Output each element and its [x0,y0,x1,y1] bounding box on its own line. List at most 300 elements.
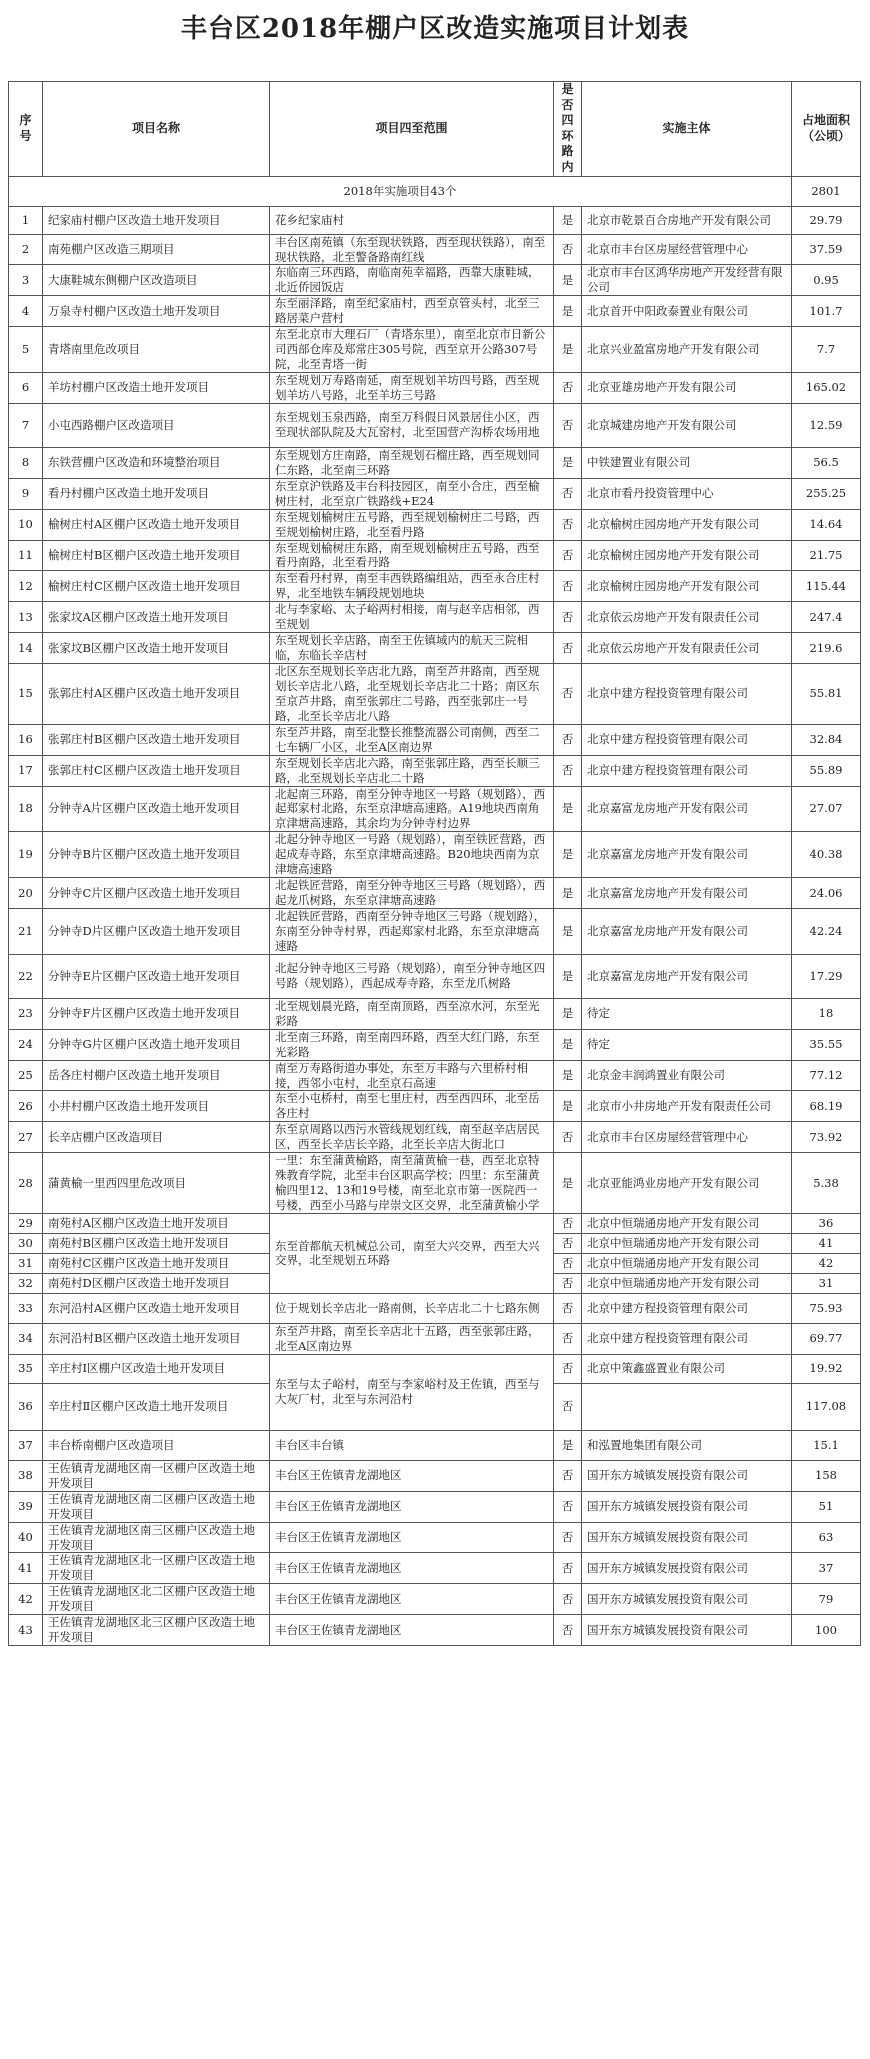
project-range: 丰台区丰台镇 [270,1430,554,1460]
area-hectares: 12.59 [792,403,861,447]
project-range: 丰台区王佐镇青龙湖地区 [270,1491,554,1522]
within-ring-flag: 否 [554,1293,582,1323]
project-range: 北与李家峪、太子峪两村相接，南与赵辛店相邻，西至规划 [270,602,554,633]
row-number: 13 [9,602,43,633]
project-range: 北起分钟寺地区三号路（规划路），南至分钟寺地区四号路（规划路），西起成寿寺路，东至龙爪树路 [270,954,554,998]
project-name: 张郭庄村C区棚户区改造土地开发项目 [43,755,270,786]
row-number: 39 [9,1491,43,1522]
area-hectares: 35.55 [792,1029,861,1060]
project-name: 看丹村棚户区改造土地开发项目 [43,478,270,509]
row-number: 30 [9,1233,43,1253]
project-range: 南至万寿路街道办事处，东至万丰路与六里桥村相接，西邻小屯村，北至京石高速 [270,1060,554,1091]
area-hectares: 29.79 [792,206,861,234]
within-ring-flag: 是 [554,1091,582,1122]
within-ring-flag: 是 [554,1029,582,1060]
implementing-entity: 北京首开中阳政泰置业有限公司 [582,296,792,327]
table-row [9,786,861,832]
implementing-entity: 北京市丰台区房屋经营管理中心 [582,1122,792,1153]
project-range: 东至丽泽路，南至纪家庙村，西至京管头村，北至三路居菜户营村 [270,296,554,327]
area-hectares: 42.24 [792,909,861,955]
row-number: 31 [9,1253,43,1273]
area-hectares: 37 [792,1553,861,1584]
table-row [9,509,861,540]
row-number: 29 [9,1213,43,1233]
implementing-entity: 和泓置地集团有限公司 [582,1430,792,1460]
row-number: 38 [9,1460,43,1491]
area-hectares: 42 [792,1253,861,1273]
table-row [9,1553,861,1584]
project-name: 分钟寺F片区棚户区改造土地开发项目 [43,998,270,1029]
area-hectares: 219.6 [792,633,861,664]
row-number: 7 [9,403,43,447]
area-hectares: 21.75 [792,540,861,571]
project-name: 南苑村D区棚户区改造土地开发项目 [43,1273,270,1293]
area-hectares: 15.1 [792,1430,861,1460]
within-ring-flag: 否 [554,755,582,786]
table-row [9,998,861,1029]
within-ring-flag: 否 [554,1383,582,1430]
implementing-entity: 国开东方城镇发展投资有限公司 [582,1522,792,1553]
implementing-entity: 北京依云房地产开发有限责任公司 [582,633,792,664]
within-ring-flag: 否 [554,724,582,755]
project-name: 南苑村A区棚户区改造土地开发项目 [43,1213,270,1233]
within-ring-flag: 否 [554,1553,582,1584]
project-range: 东至规划榆树庄五号路，西至规划榆树庄二号路，西至规划榆树庄路，北至看丹路 [270,509,554,540]
row-number: 33 [9,1293,43,1323]
project-range: 东至规划长辛店路，南至王佐镇域内的航天三院相临，东临长辛店村 [270,633,554,664]
implementing-entity: 北京嘉富龙房地产开发有限公司 [582,878,792,909]
within-ring-flag: 是 [554,1153,582,1214]
table-row [9,1153,861,1214]
project-name: 辛庄村Ⅰ区棚户区改造土地开发项目 [43,1354,270,1383]
within-ring-flag: 是 [554,265,582,296]
table-row [9,1491,861,1522]
project-range: 丰台区王佐镇青龙湖地区 [270,1460,554,1491]
summary-label: 2018年实施项目43个 [9,176,792,206]
project-name: 羊坊村棚户区改造土地开发项目 [43,373,270,404]
project-name: 万泉寺村棚户区改造土地开发项目 [43,296,270,327]
area-hectares: 5.38 [792,1153,861,1214]
row-number: 23 [9,998,43,1029]
area-hectares: 115.44 [792,571,861,602]
project-name: 王佐镇青龙湖地区南三区棚户区改造土地开发项目 [43,1522,270,1553]
table-row [9,954,861,998]
project-range: 东至规划方庄南路，南至规划石榴庄路，西至规划同仁东路，北至南三环路 [270,447,554,478]
within-ring-flag: 是 [554,954,582,998]
project-name: 王佐镇青龙湖地区南一区棚户区改造土地开发项目 [43,1460,270,1491]
project-plan-table [8,81,861,1646]
area-hectares: 79 [792,1584,861,1615]
project-name: 大康鞋城东侧棚户区改造项目 [43,265,270,296]
project-name: 分钟寺D片区棚户区改造土地开发项目 [43,909,270,955]
area-hectares: 77.12 [792,1060,861,1091]
implementing-entity: 国开东方城镇发展投资有限公司 [582,1460,792,1491]
area-hectares: 73.92 [792,1122,861,1153]
row-number: 41 [9,1553,43,1584]
project-range: 北起南三环路，南至分钟寺地区一号路（规划路），西起郑家村北路，东至京津塘高速路。A19地块西南角京津塘高速路，其余均为分钟寺村边界 [270,786,554,832]
table-row [9,1029,861,1060]
area-hectares: 40.38 [792,832,861,878]
area-hectares: 24.06 [792,878,861,909]
table-row [9,755,861,786]
implementing-entity: 北京中策鑫盛置业有限公司 [582,1354,792,1383]
project-range: 丰台区王佐镇青龙湖地区 [270,1522,554,1553]
row-number: 21 [9,909,43,955]
implementing-entity: 北京榆树庄园房地产开发有限公司 [582,571,792,602]
within-ring-flag: 否 [554,664,582,725]
area-hectares: 101.7 [792,296,861,327]
summary-total: 2801 [792,176,861,206]
project-name: 王佐镇青龙湖地区北三区棚户区改造土地开发项目 [43,1615,270,1646]
table-row [9,540,861,571]
project-name: 东河沿村B区棚户区改造土地开发项目 [43,1323,270,1354]
row-number: 11 [9,540,43,571]
area-hectares: 100 [792,1615,861,1646]
area-hectares: 18 [792,998,861,1029]
project-range: 北起铁匠营路，南至分钟寺地区三号路（规划路），西起龙爪树路，东至京津塘高速路 [270,878,554,909]
row-number: 10 [9,509,43,540]
within-ring-flag: 是 [554,832,582,878]
implementing-entity: 北京中恒瑞通房地产开发有限公司 [582,1253,792,1273]
table-row [9,571,861,602]
project-name: 南苑村C区棚户区改造土地开发项目 [43,1253,270,1273]
table-row [9,327,861,373]
table-row [9,234,861,265]
row-number: 2 [9,234,43,265]
project-name: 王佐镇青龙湖地区北一区棚户区改造土地开发项目 [43,1553,270,1584]
area-hectares: 19.92 [792,1354,861,1383]
area-hectares: 69.77 [792,1323,861,1354]
project-range: 北至南三环路，南至南四环路，西至大红门路，东至光彩路 [270,1029,554,1060]
row-number: 12 [9,571,43,602]
project-name: 纪家庙村棚户区改造土地开发项目 [43,206,270,234]
within-ring-flag: 否 [554,509,582,540]
implementing-entity: 北京榆树庄园房地产开发有限公司 [582,509,792,540]
row-number: 43 [9,1615,43,1646]
project-range: 东临南三环西路，南临南苑幸福路，西靠大康鞋城，北近侨园饭店 [270,265,554,296]
row-number: 6 [9,373,43,404]
project-name: 小井村棚户区改造土地开发项目 [43,1091,270,1122]
implementing-entity: 北京中建方程投资管理有限公司 [582,664,792,725]
area-hectares: 41 [792,1233,861,1253]
implementing-entity: 国开东方城镇发展投资有限公司 [582,1491,792,1522]
table-row [9,633,861,664]
project-name: 王佐镇青龙湖地区南二区棚户区改造土地开发项目 [43,1491,270,1522]
implementing-entity: 中铁建置业有限公司 [582,447,792,478]
project-range: 花乡纪家庙村 [270,206,554,234]
area-hectares: 247.4 [792,602,861,633]
row-number: 28 [9,1153,43,1214]
row-number: 32 [9,1273,43,1293]
project-range: 东至北京市大理石厂（青塔东里），南至北京市日新公司西部仓库及郑常庄305号院，西至京开公路307号院，北至青塔一街 [270,327,554,373]
implementing-entity: 国开东方城镇发展投资有限公司 [582,1615,792,1646]
project-name: 张郭庄村A区棚户区改造土地开发项目 [43,664,270,725]
implementing-entity: 北京中恒瑞通房地产开发有限公司 [582,1273,792,1293]
within-ring-flag: 否 [554,403,582,447]
table-row [9,664,861,725]
project-range: 东至规划榆树庄东路，南至规划榆树庄五号路，西至看丹南路，北至看丹路 [270,540,554,571]
table-row [9,1293,861,1323]
header-area: 占地面积（公顷） [792,82,861,177]
row-number: 25 [9,1060,43,1091]
within-ring-flag: 否 [554,373,582,404]
project-range: 东至芦井路，南至北整长推整流器公司南侧，西至二七车辆厂小区，北至A区南边界 [270,724,554,755]
project-name: 分钟寺B片区棚户区改造土地开发项目 [43,832,270,878]
within-ring-flag: 否 [554,571,582,602]
header-row [9,82,861,177]
row-number: 5 [9,327,43,373]
row-number: 34 [9,1323,43,1354]
area-hectares: 55.81 [792,664,861,725]
project-name: 小屯西路棚户区改造项目 [43,403,270,447]
project-range: 丰台区王佐镇青龙湖地区 [270,1553,554,1584]
area-hectares: 27.07 [792,786,861,832]
area-hectares: 158 [792,1460,861,1491]
row-number: 24 [9,1029,43,1060]
project-name: 岳各庄村棚户区改造土地开发项目 [43,1060,270,1091]
project-name: 分钟寺G片区棚户区改造土地开发项目 [43,1029,270,1060]
project-name: 南苑村B区棚户区改造土地开发项目 [43,1233,270,1253]
within-ring-flag: 否 [554,1122,582,1153]
project-range: 北起铁匠营路，西南至分钟寺地区三号路（规划路），东南至分钟寺村界，西起郑家村北路，东至京津塘高速路 [270,909,554,955]
within-ring-flag: 是 [554,909,582,955]
implementing-entity: 北京亚能鸿业房地产开发有限公司 [582,1153,792,1214]
row-number: 18 [9,786,43,832]
implementing-entity: 北京嘉富龙房地产开发有限公司 [582,832,792,878]
implementing-entity: 国开东方城镇发展投资有限公司 [582,1584,792,1615]
area-hectares: 117.08 [792,1383,861,1430]
row-number: 4 [9,296,43,327]
project-range: 东至京周路以西污水管线规划红线，南至赵辛店居民区，西至长辛店长辛路，北至长辛店大街北口 [270,1122,554,1153]
table-row [9,878,861,909]
project-range: 东至规划万寿路南延，南至规划羊坊四号路，西至规划羊坊八号路，北至羊坊三号路 [270,373,554,404]
area-hectares: 56.5 [792,447,861,478]
project-name: 丰台桥南棚户区改造项目 [43,1430,270,1460]
implementing-entity: 北京中建方程投资管理有限公司 [582,724,792,755]
table-row [9,1460,861,1491]
table-row [9,296,861,327]
row-number: 40 [9,1522,43,1553]
row-number: 19 [9,832,43,878]
row-number: 36 [9,1383,43,1430]
implementing-entity: 国开东方城镇发展投资有限公司 [582,1553,792,1584]
area-hectares: 165.02 [792,373,861,404]
table-row [9,602,861,633]
project-range: 北至规划晨光路，南至南顶路，西至凉水河，东至光彩路 [270,998,554,1029]
project-range: 东至规划长辛店北六路，南至张郭庄路，西至长顺三路，北至规划长辛店北二十路 [270,755,554,786]
table-row [9,1615,861,1646]
implementing-entity: 北京中建方程投资管理有限公司 [582,1293,792,1323]
project-range: 北起分钟寺地区一号路（规划路），南至铁匠营路，西起成寿寺路，东至京津塘高速路。B20地块西南为京津塘高速路 [270,832,554,878]
project-name: 张家坟A区棚户区改造土地开发项目 [43,602,270,633]
within-ring-flag: 是 [554,296,582,327]
project-range: 丰台区王佐镇青龙湖地区 [270,1615,554,1646]
project-name: 分钟寺A片区棚户区改造土地开发项目 [43,786,270,832]
within-ring-flag: 否 [554,540,582,571]
within-ring-flag: 否 [554,1253,582,1273]
within-ring-flag: 否 [554,478,582,509]
implementing-entity: 待定 [582,998,792,1029]
project-name: 榆树庄村B区棚户区改造土地开发项目 [43,540,270,571]
within-ring-flag: 否 [554,1233,582,1253]
area-hectares: 75.93 [792,1293,861,1323]
within-ring-flag: 否 [554,633,582,664]
row-number: 3 [9,265,43,296]
implementing-entity: 北京市丰台区鸿华房地产开发经营有限公司 [582,265,792,296]
header-name: 项目名称 [43,82,270,177]
implementing-entity: 北京嘉富龙房地产开发有限公司 [582,786,792,832]
table-row [9,1060,861,1091]
within-ring-flag: 否 [554,1460,582,1491]
row-number: 20 [9,878,43,909]
table-row [9,1354,861,1383]
project-name: 张家坟B区棚户区改造土地开发项目 [43,633,270,664]
implementing-entity: 北京中恒瑞通房地产开发有限公司 [582,1213,792,1233]
row-number: 22 [9,954,43,998]
project-range: 位于规划长辛店北一路南侧，长辛店北二十七路东侧 [270,1293,554,1323]
project-name: 分钟寺C片区棚户区改造土地开发项目 [43,878,270,909]
project-name: 东河沿村A区棚户区改造土地开发项目 [43,1293,270,1323]
implementing-entity: 北京城建房地产开发有限公司 [582,403,792,447]
table-row [9,1213,861,1233]
area-hectares: 32.84 [792,724,861,755]
project-name: 榆树庄村A区棚户区改造土地开发项目 [43,509,270,540]
within-ring-flag: 是 [554,786,582,832]
area-hectares: 0.95 [792,265,861,296]
within-ring-flag: 是 [554,1060,582,1091]
table-row [9,724,861,755]
project-name: 蒲黄榆一里西四里危改项目 [43,1153,270,1214]
within-ring-flag: 否 [554,602,582,633]
within-ring-flag: 否 [554,1584,582,1615]
implementing-entity: 北京市小井房地产开发有限责任公司 [582,1091,792,1122]
within-ring-flag: 是 [554,878,582,909]
document-title: 丰台区2018年棚户区改造实施项目计划表 [180,14,690,44]
project-name: 青塔南里危改项目 [43,327,270,373]
within-ring-flag: 是 [554,206,582,234]
implementing-entity: 北京榆树庄园房地产开发有限公司 [582,540,792,571]
within-ring-flag: 是 [554,447,582,478]
row-number: 9 [9,478,43,509]
row-number: 15 [9,664,43,725]
project-name: 分钟寺E片区棚户区改造土地开发项目 [43,954,270,998]
table-row [9,478,861,509]
area-hectares: 68.19 [792,1091,861,1122]
row-number: 14 [9,633,43,664]
implementing-entity: 北京中建方程投资管理有限公司 [582,755,792,786]
within-ring-flag: 是 [554,327,582,373]
project-name: 东铁营棚户区改造和环境整治项目 [43,447,270,478]
area-hectares: 7.7 [792,327,861,373]
row-number: 16 [9,724,43,755]
project-range: 丰台区王佐镇青龙湖地区 [270,1584,554,1615]
table-row [9,1584,861,1615]
within-ring-flag: 否 [554,1213,582,1233]
range-xinzhuang-merged: 东至与太子峪村，南至与李家峪村及王佐镇，西至与大灰厂村，北至与东河沿村 [270,1354,554,1430]
row-number: 26 [9,1091,43,1122]
implementing-entity: 北京中建方程投资管理有限公司 [582,1323,792,1354]
table-row [9,373,861,404]
implementing-entity: 北京市看丹投资管理中心 [582,478,792,509]
area-hectares: 63 [792,1522,861,1553]
area-hectares: 55.89 [792,755,861,786]
area-hectares: 255.25 [792,478,861,509]
summary-row [9,176,861,206]
implementing-entity: 北京依云房地产开发有限责任公司 [582,602,792,633]
header-range: 项目四至范围 [270,82,554,177]
within-ring-flag: 否 [554,1354,582,1383]
area-hectares: 31 [792,1273,861,1293]
implementing-entity: 北京嘉富龙房地产开发有限公司 [582,954,792,998]
project-range: 丰台区南苑镇（东至现状铁路，西至现状铁路），南至现状铁路，北至警备路南红线 [270,234,554,265]
within-ring-flag: 是 [554,1430,582,1460]
row-number: 8 [9,447,43,478]
project-name: 长辛店棚户区改造项目 [43,1122,270,1153]
row-number: 37 [9,1430,43,1460]
header-within-ring: 是否四环路内 [554,82,582,177]
table-row [9,1522,861,1553]
table-row [9,1430,861,1460]
area-hectares: 37.59 [792,234,861,265]
row-number: 17 [9,755,43,786]
within-ring-flag: 否 [554,1323,582,1354]
area-hectares: 17.29 [792,954,861,998]
table-row [9,1091,861,1122]
implementing-entity: 北京嘉富龙房地产开发有限公司 [582,909,792,955]
row-number: 1 [9,206,43,234]
project-name: 榆树庄村C区棚户区改造土地开发项目 [43,571,270,602]
within-ring-flag: 否 [554,1615,582,1646]
row-number: 42 [9,1584,43,1615]
implementing-entity [582,1383,792,1430]
project-range: 东至规划玉泉西路，南至万科假日风景居住小区，西至现状部队院及大瓦窑村，北至国营产沟桥农场用地 [270,403,554,447]
within-ring-flag: 否 [554,1491,582,1522]
header-no: 序号 [9,82,43,177]
area-hectares: 51 [792,1491,861,1522]
implementing-entity: 北京兴业盈富房地产开发有限公司 [582,327,792,373]
implementing-entity: 北京市丰台区房屋经营管理中心 [582,234,792,265]
project-name: 辛庄村Ⅱ区棚户区改造土地开发项目 [43,1383,270,1430]
table-row [9,1122,861,1153]
table-row [9,832,861,878]
project-range: 东至小屯桥村，南至七里庄村，西至西四环，北至岳各庄村 [270,1091,554,1122]
project-name: 王佐镇青龙湖地区北二区棚户区改造土地开发项目 [43,1584,270,1615]
project-range: 北区东至规划长辛店北九路，南至芦井路南，西至规划长辛店北八路，北至规划长辛店北二十路；南区东至京芦井路，南至张郭庄二号路，西至张郭庄一号路，北至长辛店北八路 [270,664,554,725]
project-range: 一里：东至蒲黄榆路，南至蒲黄榆一巷，西至北京特殊教育学院，北至丰台区职高学校；四里：东至蒲黄榆四里12、13和19号楼，南至北京市第一医院西一号楼，西至小马路与岸崇文区交界，北至蒲黄榆小学 [270,1153,554,1214]
table-row [9,265,861,296]
project-range: 东至看丹村界，南至丰西铁路编组站，西至永合庄村界，北至地铁车辆段规划地块 [270,571,554,602]
implementing-entity: 北京亚雄房地产开发有限公司 [582,373,792,404]
table-row [9,1323,861,1354]
area-hectares: 14.64 [792,509,861,540]
project-name: 张郭庄村B区棚户区改造土地开发项目 [43,724,270,755]
within-ring-flag: 否 [554,1273,582,1293]
project-range: 东至芦井路，南至长辛店北十五路，西至张郭庄路，北至A区南边界 [270,1323,554,1354]
implementing-entity: 北京中恒瑞通房地产开发有限公司 [582,1233,792,1253]
within-ring-flag: 是 [554,998,582,1029]
area-hectares: 36 [792,1213,861,1233]
row-number: 35 [9,1354,43,1383]
within-ring-flag: 否 [554,234,582,265]
implementing-entity: 北京金丰润鸿置业有限公司 [582,1060,792,1091]
row-number: 27 [9,1122,43,1153]
implementing-entity: 北京市乾景百合房地产开发有限公司 [582,206,792,234]
project-name: 南苑棚户区改造三期项目 [43,234,270,265]
within-ring-flag: 否 [554,1522,582,1553]
table-row [9,403,861,447]
table-row [9,447,861,478]
table-row [9,909,861,955]
